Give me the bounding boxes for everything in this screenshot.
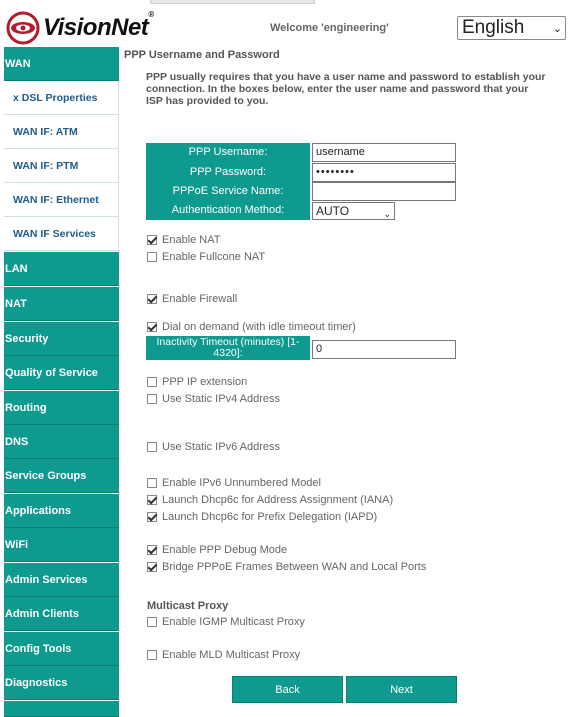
- ppp-ip-extension-row[interactable]: [147, 375, 247, 389]
- logo-text: VisionNet®: [43, 10, 154, 41]
- dhcp6c-iapd-row[interactable]: [147, 510, 377, 524]
- static-ipv4-row[interactable]: [147, 392, 280, 406]
- ipv6-unnumbered-label: Enable IPv6 Unnumbered Model: [162, 477, 321, 489]
- dhcp6c-iapd-checkbox[interactable]: [147, 512, 157, 522]
- sidebar-item-diagnostics[interactable]: Diagnostics: [4, 666, 119, 700]
- ppp-ip-extension-label: PPP IP extension: [162, 376, 248, 388]
- sidebar-item-qos[interactable]: Quality of Service: [4, 356, 119, 390]
- authentication-method-value: AUTO: [316, 204, 350, 218]
- enable-nat-checkbox[interactable]: [147, 235, 157, 245]
- sidebar: [0, 46, 120, 717]
- ppp-username-input[interactable]: username: [312, 143, 456, 162]
- chevron-down-icon: ⌄: [552, 23, 562, 35]
- chevron-down-icon: ⌄: [383, 209, 391, 219]
- static-ipv6-checkbox[interactable]: [147, 442, 157, 452]
- enable-fullcone-nat-row[interactable]: [147, 250, 265, 264]
- logo: [6, 10, 154, 46]
- igmp-proxy-checkbox[interactable]: [147, 617, 157, 627]
- dhcp6c-iapd-label: Launch Dhcp6c for Prefix Delegation (IAPD): [162, 511, 378, 523]
- sidebar-item-wan-if-ethernet[interactable]: WAN IF: Ethernet: [4, 183, 119, 217]
- bridge-pppoe-row[interactable]: [147, 560, 426, 574]
- bridge-pppoe-label: Bridge PPPoE Frames Between WAN and Local Ports: [162, 561, 427, 573]
- sidebar-item-admin-clients[interactable]: Admin Clients: [4, 597, 119, 631]
- ppp-debug-checkbox[interactable]: [147, 545, 157, 555]
- next-button[interactable]: Next: [346, 676, 457, 703]
- enable-nat-label: Enable NAT: [162, 234, 221, 246]
- dhcp6c-iana-row[interactable]: [147, 493, 393, 507]
- sidebar-item-admin-services[interactable]: Admin Services: [4, 563, 119, 597]
- language-value: English: [462, 17, 525, 38]
- sidebar-item-wan-if-atm[interactable]: WAN IF: ATM: [4, 115, 119, 149]
- header: [0, 4, 581, 46]
- ipv6-unnumbered-checkbox[interactable]: [147, 478, 157, 488]
- igmp-proxy-row[interactable]: [147, 615, 305, 629]
- enable-firewall-row[interactable]: [147, 292, 237, 306]
- bridge-pppoe-checkbox[interactable]: [147, 562, 157, 572]
- ppp-password-input[interactable]: ••••••••: [312, 163, 456, 182]
- authentication-method-select[interactable]: [312, 202, 395, 220]
- dial-on-demand-label: Dial on demand (with idle timeout timer): [162, 321, 356, 333]
- dial-on-demand-row[interactable]: [147, 320, 356, 334]
- sidebar-item-lan[interactable]: LAN: [4, 252, 119, 286]
- mld-proxy-checkbox[interactable]: [147, 650, 157, 660]
- welcome-text: Welcome 'engineering': [270, 22, 389, 34]
- ipv6-unnumbered-row[interactable]: [147, 476, 321, 490]
- enable-fullcone-nat-checkbox[interactable]: [147, 252, 157, 262]
- dial-on-demand-checkbox[interactable]: [147, 322, 157, 332]
- static-ipv6-row[interactable]: [147, 440, 280, 454]
- sidebar-item-wan-if-services[interactable]: WAN IF Services: [4, 217, 119, 251]
- enable-firewall-checkbox[interactable]: [147, 294, 157, 304]
- ppp-username-label: PPP Username:: [146, 143, 310, 162]
- ppp-password-label: PPP Password:: [146, 162, 310, 182]
- enable-fullcone-nat-label: Enable Fullcone NAT: [162, 251, 266, 263]
- mld-proxy-label: Enable MLD Multicast Proxy: [162, 649, 301, 661]
- igmp-proxy-label: Enable IGMP Multicast Proxy: [162, 616, 305, 628]
- pppoe-service-name-label: PPPoE Service Name:: [146, 182, 310, 201]
- intro-text: PPP usually requires that you have a user name and password to establish your connection. In the boxes below, enter the user name and password that your ISP has provided to you.: [146, 71, 546, 107]
- pppoe-service-name-input[interactable]: [312, 182, 456, 201]
- dhcp6c-iana-label: Launch Dhcp6c for Address Assignment (IANA): [162, 494, 394, 506]
- back-button[interactable]: Back: [232, 676, 343, 703]
- ppp-debug-row[interactable]: [147, 543, 287, 557]
- language-select[interactable]: [457, 16, 566, 40]
- section-title: PPP Username and Password: [124, 49, 280, 61]
- sidebar-item-config-tools[interactable]: Config Tools: [4, 632, 119, 666]
- inactivity-timeout-label: Inactivity Timeout (minutes) [1-4320]:: [146, 336, 310, 360]
- sidebar-item-nat[interactable]: NAT: [4, 287, 119, 321]
- static-ipv4-checkbox[interactable]: [147, 394, 157, 404]
- sidebar-item-security[interactable]: Security: [4, 322, 119, 356]
- authentication-method-label: Authentication Method:: [146, 201, 310, 220]
- static-ipv6-label: Use Static IPv6 Address: [162, 441, 280, 453]
- multicast-proxy-title: Multicast Proxy: [147, 600, 229, 612]
- sidebar-item-applications[interactable]: Applications: [4, 494, 119, 528]
- sidebar-item-wan[interactable]: WAN: [4, 47, 119, 81]
- mld-proxy-row[interactable]: [147, 648, 300, 662]
- sidebar-item-wifi[interactable]: WiFi: [4, 528, 119, 562]
- sidebar-item-dns[interactable]: DNS: [4, 425, 119, 459]
- inactivity-timeout-input[interactable]: 0: [312, 340, 456, 359]
- enable-nat-row[interactable]: [147, 233, 221, 247]
- enable-firewall-label: Enable Firewall: [162, 293, 238, 305]
- static-ipv4-label: Use Static IPv4 Address: [162, 393, 280, 405]
- ppp-debug-label: Enable PPP Debug Mode: [162, 544, 288, 556]
- visionnet-logo-icon: [6, 11, 40, 45]
- sidebar-item-routing[interactable]: Routing: [4, 391, 119, 425]
- sidebar-item-wan-if-ptm[interactable]: WAN IF: PTM: [4, 149, 119, 183]
- sidebar-item-more[interactable]: [4, 701, 119, 717]
- sidebar-item-service-groups[interactable]: Service Groups: [4, 459, 119, 493]
- dhcp6c-iana-checkbox[interactable]: [147, 495, 157, 505]
- ppp-ip-extension-checkbox[interactable]: [147, 377, 157, 387]
- sidebar-item-xdsl-properties[interactable]: x DSL Properties: [4, 81, 119, 115]
